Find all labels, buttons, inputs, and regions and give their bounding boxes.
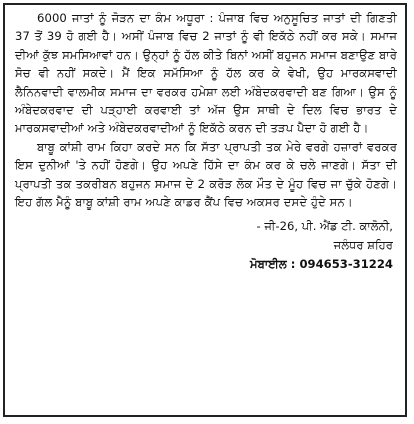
- address-line-2: ਜਲੰਧਰ ਸ਼ਹਿਰ: [333, 238, 393, 253]
- address-line-1: - ਜੀ-26, ਪੀ. ਐਂਡ ਟੀ. ਕਾਲੋਨੀ,: [256, 219, 393, 234]
- article-paragraph-2: ਬਾਬੂ ਕਾਂਸ਼ੀ ਰਾਮ ਕਿਹਾ ਕਰਦੇ ਸਨ ਕਿ ਸੱਤਾ ਪ੍ਰਾਪਤੀ ਤਕ ਮੇਰੇ ਵਰਗੇ ਹਜ਼ਾਰਾਂ ਵਰਕਰ ਇਸ ਦੁਨੀਆਂ 'ਤੇ ਨਹੀਂ ਹੋਣਗੇ। ਉਹ ਅਪਣੇ ਹਿੱਸੇ ਦਾ ਕੰਮ ਕਰ ਕੇ ਚਲੇ ਜਾਣਗੇ। ਸੱਤਾ ਦੀ ਪ੍ਰਾਪਤੀ ਤਕ ਤਕਰੀਬਨ ਬਹੁਜਨ ਸਮਾਜ ਦੇ 2 ਕਰੋੜ ਲੋਕ ਮੌਤ ਦੇ ਮੂੰਹ ਵਿਚ ਜਾ ਚੁੱਕੇ ਹੋਣਗੇ। ਇਹ ਗੱਲ ਮੈਨੂੰ ਬਾਬੂ ਕਾਂਸ਼ੀ ਰਾਮ ਅਪਣੇ ਕਾਡਰ ਕੈਂਪ ਵਿਚ ਅਕਸਰ ਦਸਦੇ ਹੁੰਦੇ ਸਨ।: [15, 139, 397, 210]
- article-paragraph-1: 6000 ਜਾਤਾਂ ਨੂੰ ਜੋੜਨ ਦਾ ਕੰਮ ਅਧੂਰਾ : ਪੰਜਾਬ ਵਿਚ ਅਨੁਸੂਚਿਤ ਜਾਤਾਂ ਦੀ ਗਿਣਤੀ 37 ਤੋਂ 39 ਹੋ ਗਈ ਹੈ। ਅਸੀਂ ਪੰਜਾਬ ਵਿਚ 2 ਜਾਤਾਂ ਨੂੰ ਵੀ ਇਕੱਠੇ ਨਹੀਂ ਕਰ ਸਕੇ। ਸਮਾਜ ਦੀਆਂ ਕੁੱਝ ਸਮਸਿਆਵਾਂ ਹਨ। ਉਨ੍ਹਾਂ ਨੂੰ ਹੱਲ ਕੀਤੇ ਬਿਨਾਂ ਅਸੀਂ ਬਹੁਜਨ ਸਮਾਜ ਬਣਾਉਣ ਬਾਰੇ ਸੋਚ ਵੀ ਨਹੀਂ ਸਕਦੇ। ਮੈਂ ਇਕ ਸਮੱਸਿਆ ਨੂੰ ਹੱਲ ਕਰ ਕੇ ਵੇਖੀ, ਉਹ ਮਾਰਕਸਵਾਦੀ ਲੈਨਿਨਵਾਦੀ ਵਾਲਮੀਕ ਸਮਾਜ ਦਾ ਵਰਕਰ ਹਮੇਸ਼ਾ ਲਈ ਅੰਬੇਦਕਰਵਾਦੀ ਬਣ ਗਿਆ। ਉਸ ਨੂੰ ਅੰਬੇਦਕਰਵਾਦ ਦੀ ਪੜ੍ਹਾਈ ਕਰਵਾਈ ਤਾਂ ਅੱਜ ਉਸ ਸਾਥੀ ਦੇ ਦਿਲ ਵਿਚ ਭਾਰਤ ਦੇ ਮਾਰਕਸਵਾਦੀਆਂ ਅਤੇ ਅੰਬੇਦਕਰਵਾਦੀਆਂ ਨੂੰ ਇਕੱਠੇ ਕਰਨ ਦੀ ਤੜਪ ਪੈਦਾ ਹੋ ਗਈ ਹੈ।: [15, 11, 397, 136]
- mobile-number: ਮੋਬਾਈਲ : 094653-31224: [249, 257, 393, 272]
- article-box: [3, 3, 407, 417]
- author-signature: [15, 217, 397, 274]
